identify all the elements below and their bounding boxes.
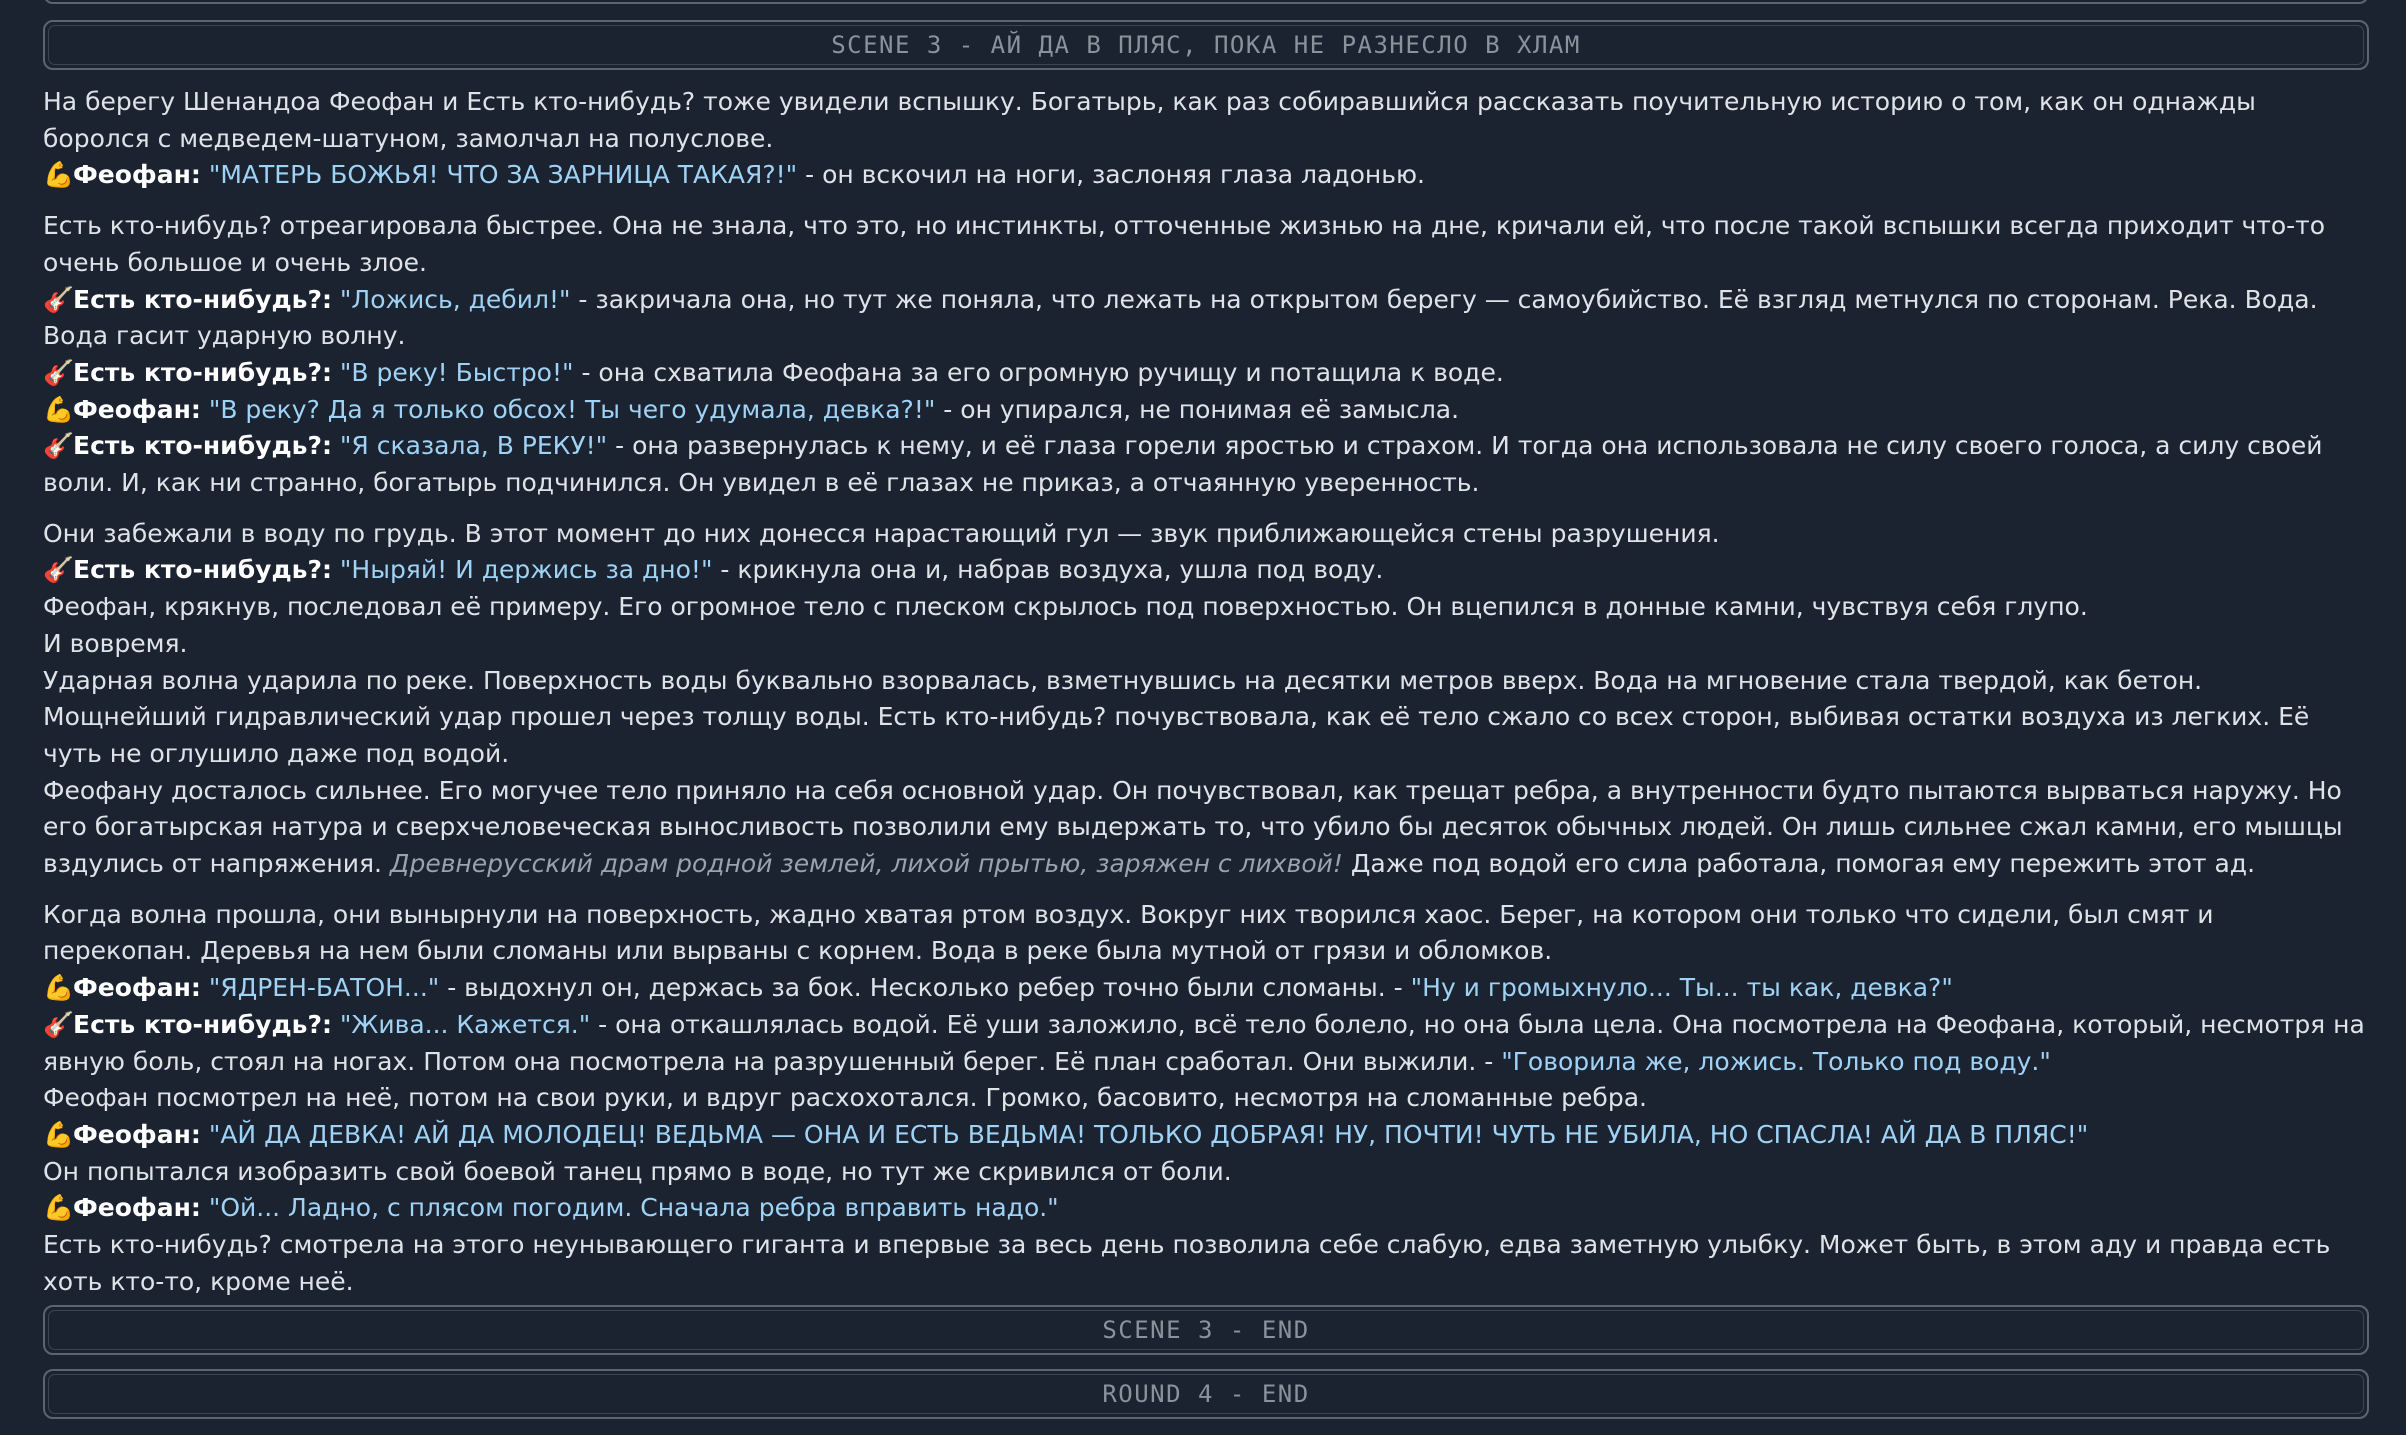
guitar-icon: 🎸 bbox=[43, 431, 75, 461]
paragraph-2 bbox=[43, 208, 2366, 502]
guitar-icon: 🎸 bbox=[43, 284, 75, 314]
narration: Ударная волна ударила по реке. Поверхность воды буквально взорвалась, взметнувшись на десятки метров вверх. Вода на мгновение стала твердой, как бетон. Мощнейший гидравлический удар прошел через толщу воды. Есть кто-нибудь? почувствовала, как её тело сжало со всех сторон, выбивая остатки воздуха из легких. Её чуть не оглушило даже под водой. bbox=[43, 665, 2310, 768]
speaker-name: Есть кто-нибудь?: bbox=[73, 431, 332, 461]
narration: - она схватила Феофана за его огромную ручищу и потащила к воде. bbox=[573, 357, 1504, 387]
speaker-name: Феофан: bbox=[73, 973, 201, 1003]
round-end-text: ROUND 4 - END bbox=[1102, 1379, 1310, 1408]
scene-header-text: SCENE 3 - АЙ ДА В ПЛЯС, ПОКА НЕ РАЗНЕСЛО В ХЛАМ bbox=[831, 30, 1581, 59]
dialogue-line bbox=[43, 1117, 2366, 1154]
narration: Они забежали в воду по грудь. В этот момент до них донесся нарастающий гул — звук приближающейся стены разрушения. bbox=[43, 518, 1720, 548]
narration: Даже под водой его сила работала, помогая ему пережить этот ад. bbox=[1342, 849, 2256, 879]
guitar-icon: 🎸 bbox=[43, 1009, 75, 1039]
paragraph-3 bbox=[43, 516, 2366, 883]
flexed-biceps-icon: 💪 bbox=[43, 973, 75, 1003]
flexed-biceps-icon: 💪 bbox=[43, 160, 75, 190]
speech: "В реку! Быстро!" bbox=[339, 357, 574, 387]
narration: Феофану досталось сильнее. Его могучее тело приняло на себя основной удар. Он почувствовал, как трещат ребра, а внутренности будто пытаются вырваться наружу. Но его богатырская натура и сверхчеловеческая выносливость позволили ему выдержать то, что убило бы десяток обычных людей. Он лишь сильнее сжал камни, его мышцы вздулись от напряжения. bbox=[43, 775, 2343, 879]
speaker-name: Есть кто-нибудь?: bbox=[73, 1009, 332, 1039]
speech: "МАТЕРЬ БОЖЬЯ! ЧТО ЗА ЗАРНИЦА ТАКАЯ?!" bbox=[208, 160, 798, 190]
guitar-icon: 🎸 bbox=[43, 555, 75, 585]
narration-line bbox=[43, 773, 2366, 883]
narration: Есть кто-нибудь? смотрела на этого неунывающего гиганта и впервые за весь день позволила себе слабую, едва заметную улыбку. Может быть, в этом аду и правда есть хоть кто-то, кроме неё. bbox=[43, 1230, 2331, 1296]
scene-header-banner bbox=[43, 20, 2369, 70]
narration: Есть кто-нибудь? отреагировала быстрее. Она не знала, что это, но инстинкты, отточенные жизнью на дне, кричали ей, что после такой вспышки всегда приходит что-то очень большое и очень злое. bbox=[43, 211, 2326, 277]
flexed-biceps-icon: 💪 bbox=[43, 394, 75, 424]
guitar-icon: 🎸 bbox=[43, 357, 75, 387]
speech: "Ну и громыхнуло... Ты... ты как, девка?" bbox=[1410, 973, 1953, 1003]
scene-end-text: SCENE 3 - END bbox=[1102, 1315, 1310, 1344]
dialogue-line bbox=[43, 552, 2366, 589]
narration: И вовремя. bbox=[43, 628, 188, 658]
narration: - он упирался, не понимая её замысла. bbox=[935, 394, 1460, 424]
speaker-name: Феофан: bbox=[73, 394, 201, 424]
narration: Он попытался изобразить свой боевой танец прямо в воде, но тут же скривился от боли. bbox=[43, 1156, 1232, 1186]
narration: - крикнула она и, набрав воздуха, ушла под воду. bbox=[712, 555, 1384, 585]
speaker-name: Есть кто-нибудь?: bbox=[73, 284, 332, 314]
speech: "Ложись, дебил!" bbox=[339, 284, 571, 314]
speech: "Говорила же, ложись. Только под воду." bbox=[1501, 1046, 2051, 1076]
italic-aside: Древнерусский драм родной землей, лихой прытью, заряжен с лихвой! bbox=[381, 849, 1343, 879]
speech: "Ныряй! И держись за дно!" bbox=[339, 555, 713, 585]
speech: "ЯДРЕН-БАТОН..." bbox=[208, 973, 440, 1003]
narration: - выдохнул он, держась за бок. Несколько ребер точно были сломаны. - bbox=[439, 973, 1411, 1003]
narration: Феофан посмотрел на неё, потом на свои руки, и вдруг расхохотался. Громко, басовито, несмотря на сломанные ребра. bbox=[43, 1083, 1647, 1113]
dialogue-line bbox=[43, 1007, 2366, 1080]
speaker-name: Феофан: bbox=[73, 1193, 201, 1223]
scene-end-banner bbox=[43, 1305, 2369, 1355]
dialogue-line bbox=[43, 970, 2366, 1007]
speaker-name: Есть кто-нибудь?: bbox=[73, 357, 332, 387]
narration: - закричала она, но тут же поняла, что лежать на открытом берегу — самоубийство. Её взгляд метнулся по сторонам. Река. Вода. Вода гасит ударную волну. bbox=[43, 284, 2318, 351]
flexed-biceps-icon: 💪 bbox=[43, 1193, 75, 1223]
paragraph-1 bbox=[43, 84, 2366, 194]
paragraph-4 bbox=[43, 897, 2366, 1301]
narration: - он вскочил на ноги, заслоняя глаза ладонью. bbox=[797, 160, 1425, 190]
dialogue-line bbox=[43, 282, 2366, 355]
speech: "АЙ ДА ДЕВКА! АЙ ДА МОЛОДЕЦ! ВЕДЬМА — ОНА И ЕСТЬ ВЕДЬМА! ТОЛЬКО ДОБРАЯ! НУ, ПОЧТИ! ЧУТЬ НЕ УБИЛА, НО СПАСЛА! АЙ ДА В ПЛЯС!" bbox=[208, 1119, 2089, 1149]
speaker-name: Феофан: bbox=[73, 160, 201, 190]
round-end-banner bbox=[43, 1369, 2369, 1419]
previous-banner-edge bbox=[43, 0, 2369, 4]
narration: Феофан, крякнув, последовал её примеру. Его огромное тело с плеском скрылось под поверхностью. Он вцепился в донные камни, чувствуя себя глупо. bbox=[43, 592, 2088, 622]
narration: Когда волна прошла, они вынырнули на поверхность, жадно хватая ртом воздух. Вокруг них творился хаос. Берег, на котором они только что сидели, был смят и перекопан. Деревья на нем были сломаны или вырваны с корнем. Вода в реке была мутной от грязи и обломков. bbox=[43, 899, 2214, 966]
speech: "В реку? Да я только обсох! Ты чего удумала, девка?!" bbox=[208, 394, 936, 424]
story-text bbox=[43, 84, 2366, 1315]
dialogue-line bbox=[43, 428, 2366, 501]
speaker-name: Феофан: bbox=[73, 1119, 201, 1149]
narration: - она откашлялась водой. Её уши заложило, всё тело болело, но она была цела. Она посмотрела на Феофана, который, несмотря на явную боль, стоял на ногах. Потом она посмотрела на разрушенный берег. Её план сработал. Они выжили. - bbox=[43, 1009, 2365, 1076]
dialogue-line bbox=[43, 157, 2366, 194]
speech: "Я сказала, В РЕКУ!" bbox=[339, 431, 608, 461]
dialogue-line bbox=[43, 1190, 2366, 1227]
speech: "Жива... Кажется." bbox=[339, 1009, 591, 1039]
speaker-name: Есть кто-нибудь?: bbox=[73, 555, 332, 585]
dialogue-line bbox=[43, 392, 2366, 429]
flexed-biceps-icon: 💪 bbox=[43, 1119, 75, 1149]
speech: "Ой... Ладно, с плясом погодим. Сначала ребра вправить надо." bbox=[208, 1193, 1059, 1223]
dialogue-line bbox=[43, 355, 2366, 392]
narration: На берегу Шенандоа Феофан и Есть кто-нибудь? тоже увидели вспышку. Богатырь, как раз собиравшийся рассказать поучительную историю о том, как он однажды боролся с медведем-шатуном, замолчал на полуслове. bbox=[43, 87, 2256, 153]
narration: - она развернулась к нему, и её глаза горели яростью и страхом. И тогда она использовала не силу своего голоса, а силу своей воли. И, как ни странно, богатырь подчинился. Он увидел в её глазах не приказ, а отчаянную уверенность. bbox=[43, 431, 2323, 498]
